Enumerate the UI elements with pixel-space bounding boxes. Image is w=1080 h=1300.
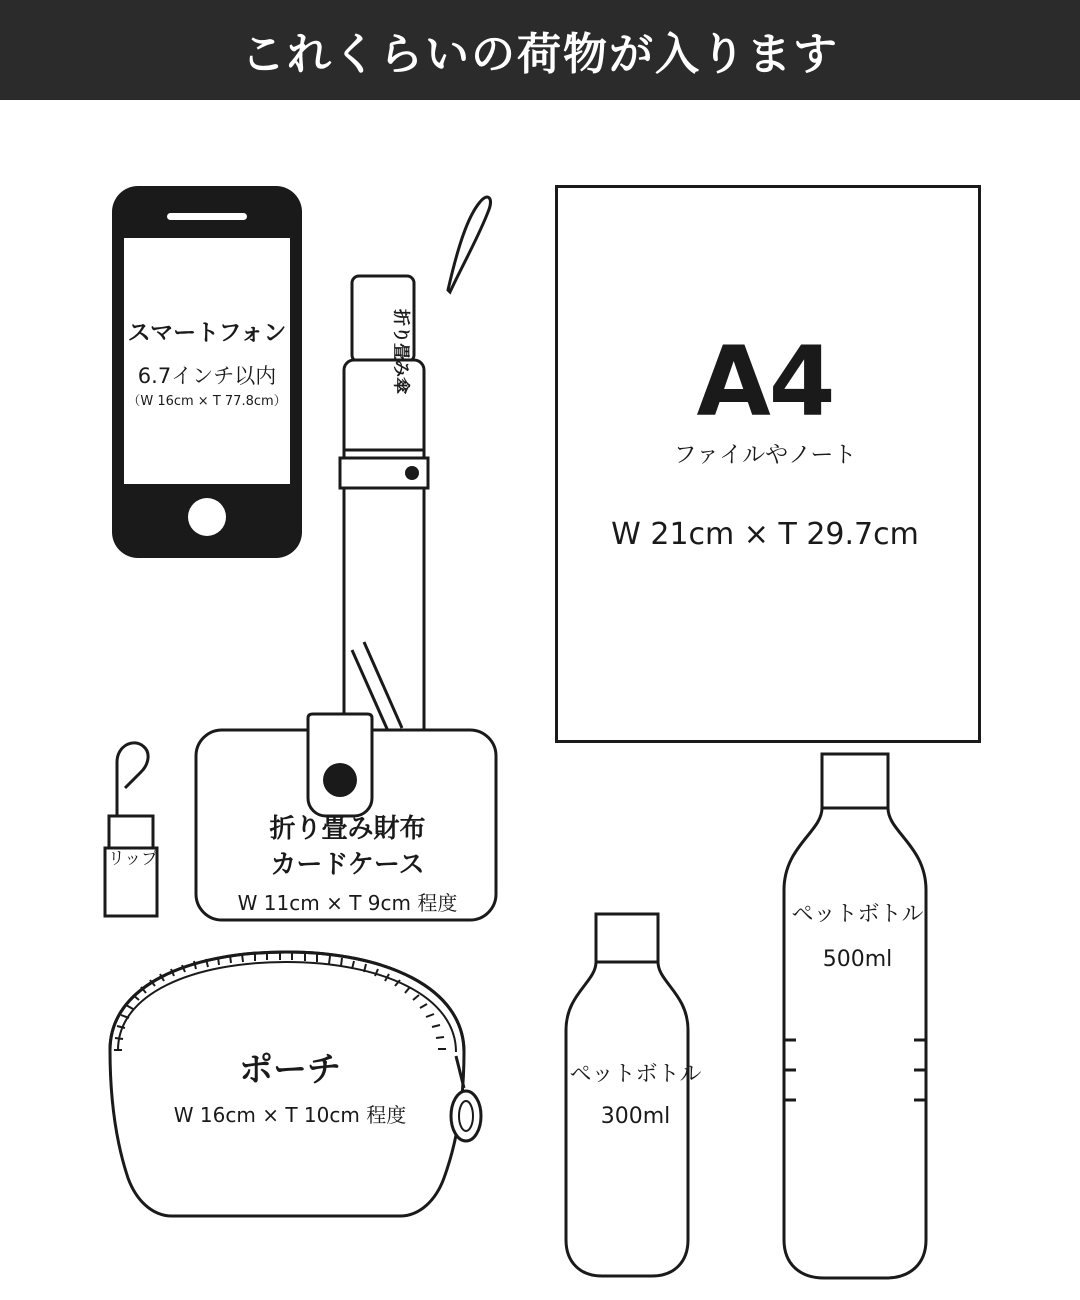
- bottle-500-volume: 500ml: [822, 947, 893, 972]
- folding-umbrella-illustration: [330, 180, 500, 670]
- smartphone-size: 6.7インチ以内: [137, 364, 277, 388]
- pouch-label: ポーチ: [239, 1050, 341, 1090]
- folding-umbrella-label: 折り畳み傘: [390, 308, 411, 394]
- phone-speaker-icon: [167, 213, 247, 220]
- bottle-300-label: ペットボトル: [569, 1062, 702, 1087]
- lip-balm-illustration: [95, 730, 175, 920]
- header-banner: [0, 0, 1080, 100]
- bottle-500-illustration: [762, 750, 962, 1300]
- phone-home-button-icon: [188, 498, 226, 536]
- smartphone-label: スマートフォン: [127, 320, 287, 346]
- bottle-500-label: ペットボトル: [791, 902, 924, 927]
- a4-label: ファイルやノート: [673, 442, 857, 468]
- a4-dimension: W 21cm × T 29.7cm: [611, 517, 919, 552]
- pouch-dimension: W 16cm × T 10cm 程度: [173, 1103, 407, 1127]
- phone-screen: [124, 238, 290, 484]
- bottle-300-volume: 300ml: [600, 1104, 671, 1129]
- wallet-label-line1: 折り畳み財布: [269, 814, 426, 844]
- wallet-label-line2: カードケース: [270, 850, 425, 880]
- a4-title: A4: [696, 326, 834, 438]
- lip-balm-label: リップ: [107, 849, 159, 869]
- illustration-canvas: [0, 100, 1080, 1296]
- wallet-dimension: W 11cm × T 9cm 程度: [237, 891, 458, 915]
- smartphone-dimension: （W 16cm × T 77.8cm）: [127, 394, 287, 409]
- pouch-illustration: [92, 938, 512, 1258]
- page-title: これくらいの荷物が入ります: [241, 29, 839, 80]
